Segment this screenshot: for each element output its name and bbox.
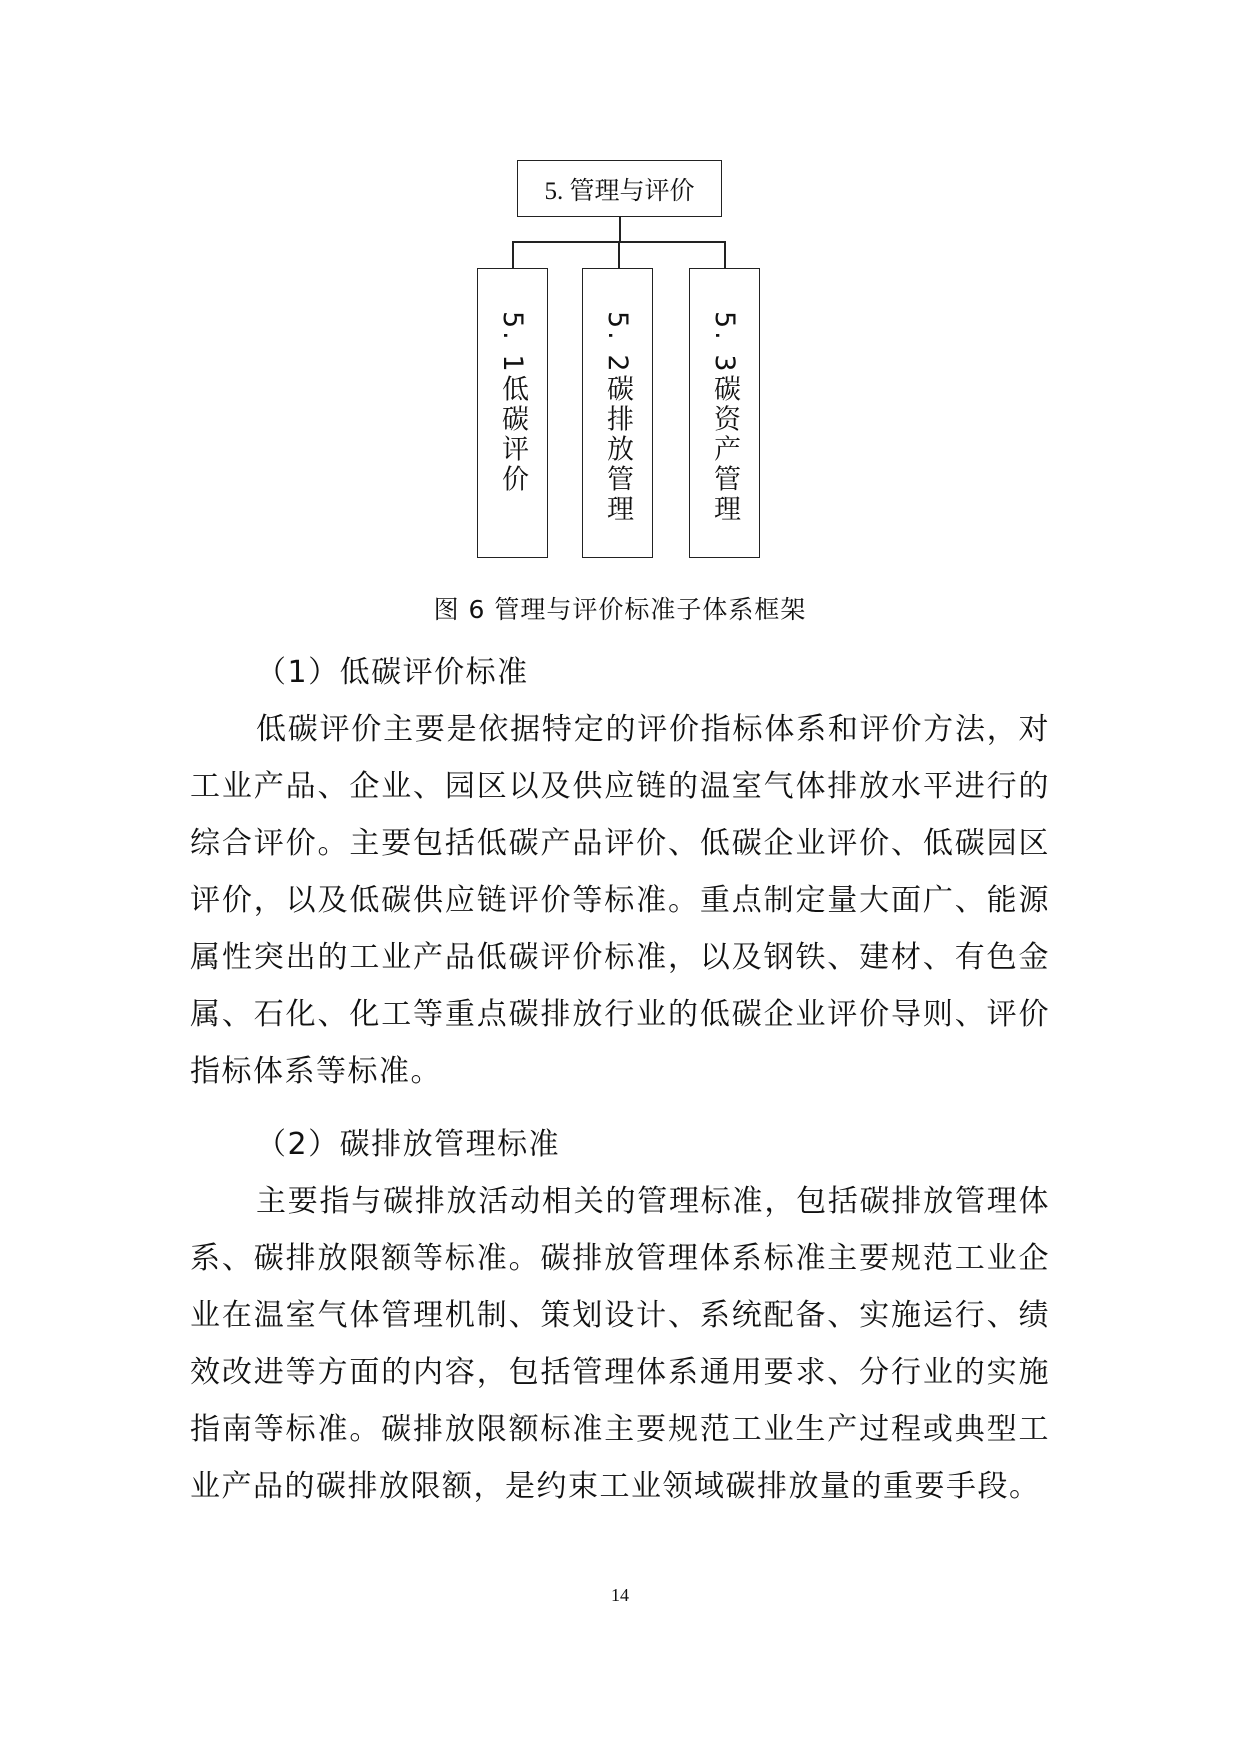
root-node <box>517 160 722 217</box>
section-heading-1: （1）低碳评价标准 <box>256 655 529 690</box>
connector-drop-1 <box>512 241 514 268</box>
connector-drop-3 <box>724 241 726 268</box>
root-node-label: 5. 管理与评价 <box>544 177 695 205</box>
child-node-carbon-asset-management <box>689 268 760 558</box>
connector-drop-2 <box>618 241 620 268</box>
child-node-label: 5. 3碳资产管理 <box>709 311 740 525</box>
page-number: 14 <box>611 1585 629 1605</box>
child-node-carbon-emission-management <box>582 268 653 558</box>
section-paragraph-2: 主要指与碳排放活动相关的管理标准，包括碳排放管理体系、碳排放限额等标准。碳排放管理体系标准主要规范工业企业在温室气体管理机制、策划设计、系统配备、实施运行、绩效改进等方面的内容，包括管理体系通用要求、分行业的实施指南等标准。碳排放限额标准主要规范工业生产过程或典型工业产品的碳排放限额，是约束工业领域碳排放量的重要手段。 <box>190 1184 1050 1504</box>
child-node-low-carbon-evaluation <box>477 268 548 558</box>
child-node-label: 5. 1低碳评价 <box>497 311 528 495</box>
section-paragraph-1: 低碳评价主要是依据特定的评价指标体系和评价方法，对工业产品、企业、园区以及供应链的温室气体排放水平进行的综合评价。主要包括低碳产品评价、低碳企业评价、低碳园区评价，以及低碳供应链评价等标准。重点制定量大面广、能源属性突出的工业产品低碳评价标准，以及钢铁、建材、有色金属、石化、化工等重点碳排放行业的低碳企业评价导则、评价指标体系等标准。 <box>190 712 1050 1089</box>
connector-trunk <box>619 217 621 242</box>
figure-caption: 图 6 管理与评价标准子体系框架 <box>433 595 807 624</box>
section-heading-2: （2）碳排放管理标准 <box>256 1127 561 1162</box>
framework-diagram <box>0 0 1240 590</box>
child-node-label: 5. 2碳排放管理 <box>602 311 633 525</box>
